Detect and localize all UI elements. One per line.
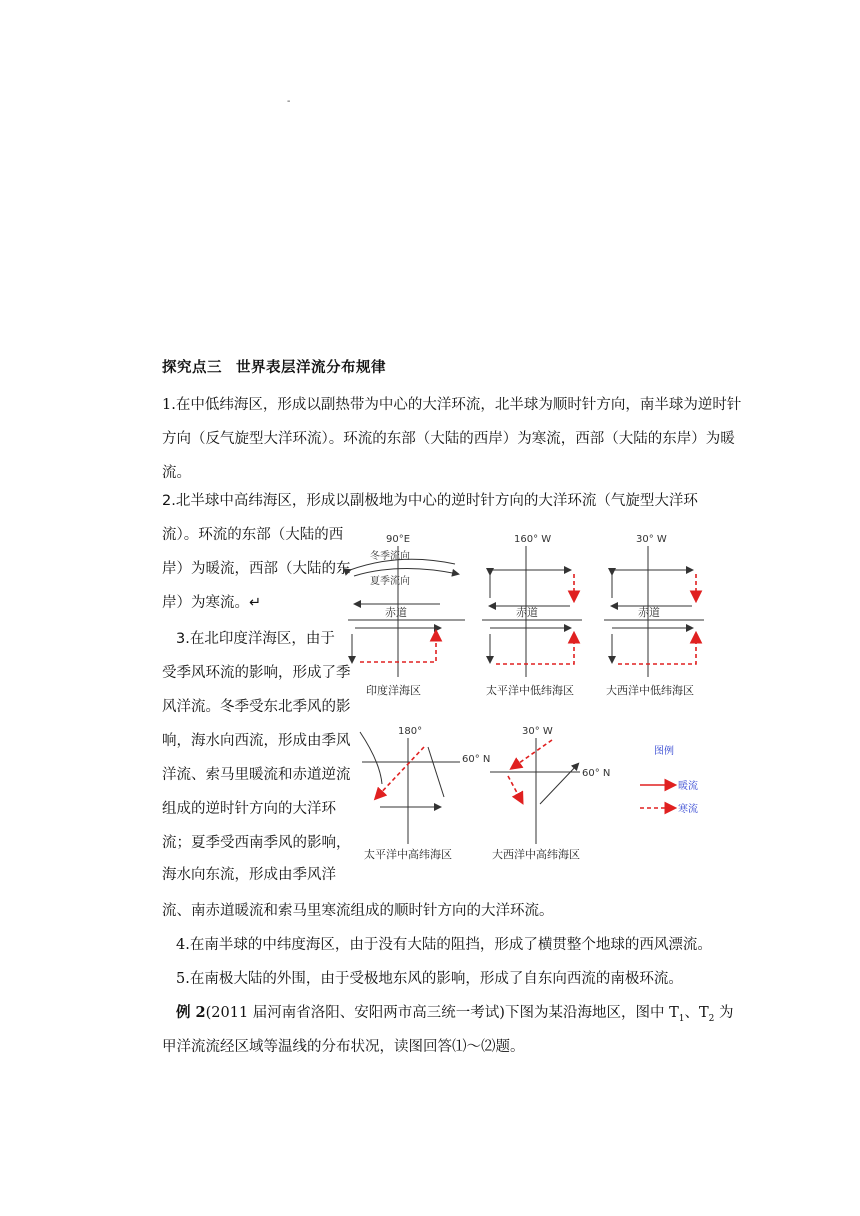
ocean-current-figure [340, 522, 720, 872]
point-3-line-7: 流；夏季受西南季风的影响， [162, 835, 351, 851]
example-text-end: 为 [714, 1005, 734, 1021]
panel5-caption: 大西洋中高纬海区 [492, 848, 580, 861]
stray-mark: - [287, 96, 291, 107]
point-3-tail: 流、南赤道暖流和索马里寒流组成的顺时针方向的大洋环流。 [162, 903, 554, 919]
ocean-current-diagrams [340, 522, 720, 872]
section-heading: 世界表层洋流分布规律 [236, 359, 386, 376]
point-2-line-2: 流）。环流的东部（大陆的西 [162, 527, 344, 543]
section-title [162, 356, 386, 377]
panel2-equator: 赤道 [516, 606, 538, 619]
panel5-lon: 30° W [522, 726, 553, 737]
panel3-lon: 30° W [636, 534, 667, 545]
panel5-lat: 60° N [582, 768, 611, 779]
panel-pacific-low [482, 534, 582, 697]
legend-cold: 寒流 [678, 804, 698, 815]
panel-indian-ocean [348, 534, 465, 697]
panel-pacific-high [360, 726, 490, 861]
point-2-line-4: 岸）为寒流。↵ [162, 595, 262, 611]
point-2-line-3: 岸）为暖流，西部（大陆的东 [162, 561, 351, 577]
point-4: 4.在南半球的中纬度海区，由于没有大陆的阻挡，形成了横贯整个地球的西风漂流。 [176, 937, 712, 953]
point-3-line-3: 风洋流。冬季受东北季风的影 [162, 699, 351, 715]
panel3-caption: 大西洋中低纬海区 [606, 684, 694, 697]
point-3-line-6: 组成的逆时针方向的大洋环 [162, 801, 336, 817]
panel1-lon: 90°E [386, 534, 411, 545]
example-text: (2011 届河南省洛阳、安阳两市高三统一考试)下图为某沿海地区，图中 T [205, 1005, 679, 1021]
subscript-1: 1 [678, 1013, 685, 1024]
point-1: 1.在中低纬海区，形成以副热带为中心的大洋环流，北半球为顺时针方向，南半球为逆时针方向（反气旋型大洋环流）。环流的东部（大陆的西岸）为寒流，西部（大陆的东岸）为暖流。 [162, 397, 742, 481]
panel-atlantic-low [604, 534, 704, 697]
point-2-line-1: 2.北半球中高纬海区，形成以副极地为中心的逆时针方向的大洋环流（气旋型大洋环 [162, 493, 698, 509]
legend-title: 图例 [654, 746, 674, 757]
point-3-line-5: 洋流、索马里暖流和赤道逆流 [162, 767, 351, 783]
point-3-line-1: 3.在北印度洋海区，由于 [176, 631, 335, 647]
panel4-lon: 180° [398, 726, 423, 737]
point-5: 5.在南极大陆的外围，由于受极地东风的影响，形成了自东向西流的南极环流。 [176, 971, 683, 987]
point-3-line-2: 受季风环流的影响，形成了季 [162, 665, 351, 681]
section-label: 探究点三 [162, 359, 222, 376]
panel1-equator: 赤道 [385, 606, 407, 619]
subscript-2: 2 [708, 1013, 715, 1024]
point-3-line-8: 海水向东流，形成由季风洋 [162, 867, 336, 883]
panel1-caption: 印度洋海区 [366, 684, 421, 697]
legend-warm: 暖流 [678, 781, 698, 792]
panel2-lon: 160° W [514, 534, 552, 545]
figure-legend [640, 744, 698, 815]
panel4-lat: 60° N [462, 754, 491, 765]
example-label: 例 2 [176, 1004, 206, 1021]
panel1-summer-label: 夏季流向 [370, 576, 410, 587]
point-3-line-4: 响，海水向西流，形成由季风 [162, 733, 351, 749]
panel1-winter-label: 冬季流向 [370, 551, 410, 562]
panel2-caption: 太平洋中低纬海区 [486, 684, 574, 697]
example-sep: 、T [684, 1005, 709, 1021]
example-2-line-2: 甲洋流流经区域等温线的分布状况，读图回答⑴～⑵题。 [162, 1039, 525, 1055]
panel4-caption: 太平洋中高纬海区 [364, 848, 452, 861]
panel3-equator: 赤道 [638, 606, 660, 619]
panel-atlantic-high [490, 726, 610, 861]
